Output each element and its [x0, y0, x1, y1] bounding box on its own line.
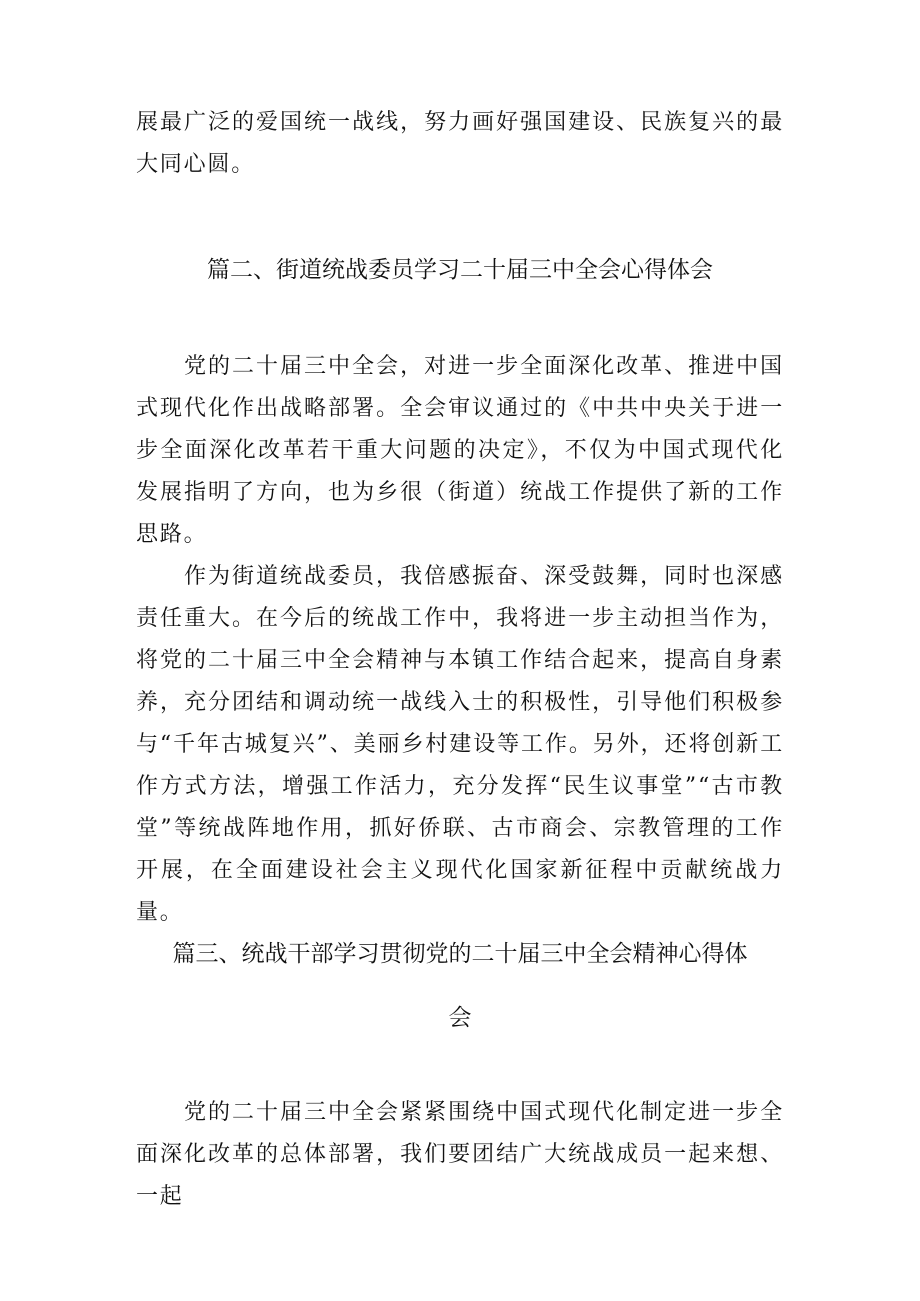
paragraph-fragment: 展最广泛的爱国统一战线，努力画好强国建设、民族复兴的最大同心圆。 — [136, 110, 784, 177]
section2-title: 篇二、街道统战委员学习二十届三中全会心得体会 — [207, 257, 713, 283]
section3-title-line1: 篇三、统战干部学习贯彻党的二十届三中全会精神心得体 — [172, 941, 748, 967]
section3-body — [136, 1092, 784, 1218]
section3-title-line2: 会 — [448, 1005, 472, 1031]
section2-paragraph-2: 作为街道统战委员，我倍感振奋、深受鼓舞，同时也深感责任重大。在今后的统战工作中，我将进一步主动担当作为，将党的二十届三中全会精神与本镇工作结合起来，提高自身素养，充分团结和调动统一战线入士的积极性，引导他们积极参与“千年古城复兴”、美丽乡村建设等工作。另外，还将创新工作方式方法，增强工作活力，充分发挥“民生议事堂”“古市教堂”等统战阵地作用，抓好侨联、古市商会、宗教管理的工作开展，在全面建设社会主义现代化国家新征程中贡献统战力量。 — [136, 564, 784, 925]
section2-body — [136, 346, 784, 934]
section3-title — [136, 922, 784, 1050]
section2-paragraph-1: 党的二十届三中全会，对进一步全面深化改革、推进中国式现代化作出战略部署。全会审议通过的《中共中央关于进一步全面深化改革若干重大问题的决定》，不仅为中国式现代化发展指明了方向，也为乡很（街道）统战工作提供了新的工作思路。 — [136, 354, 784, 547]
section3-paragraph-1: 党的二十届三中全会紧紧围绕中国式现代化制定进一步全面深化改革的总体部署，我们要团结广大统战成员一起来想、一起 — [136, 1100, 784, 1209]
